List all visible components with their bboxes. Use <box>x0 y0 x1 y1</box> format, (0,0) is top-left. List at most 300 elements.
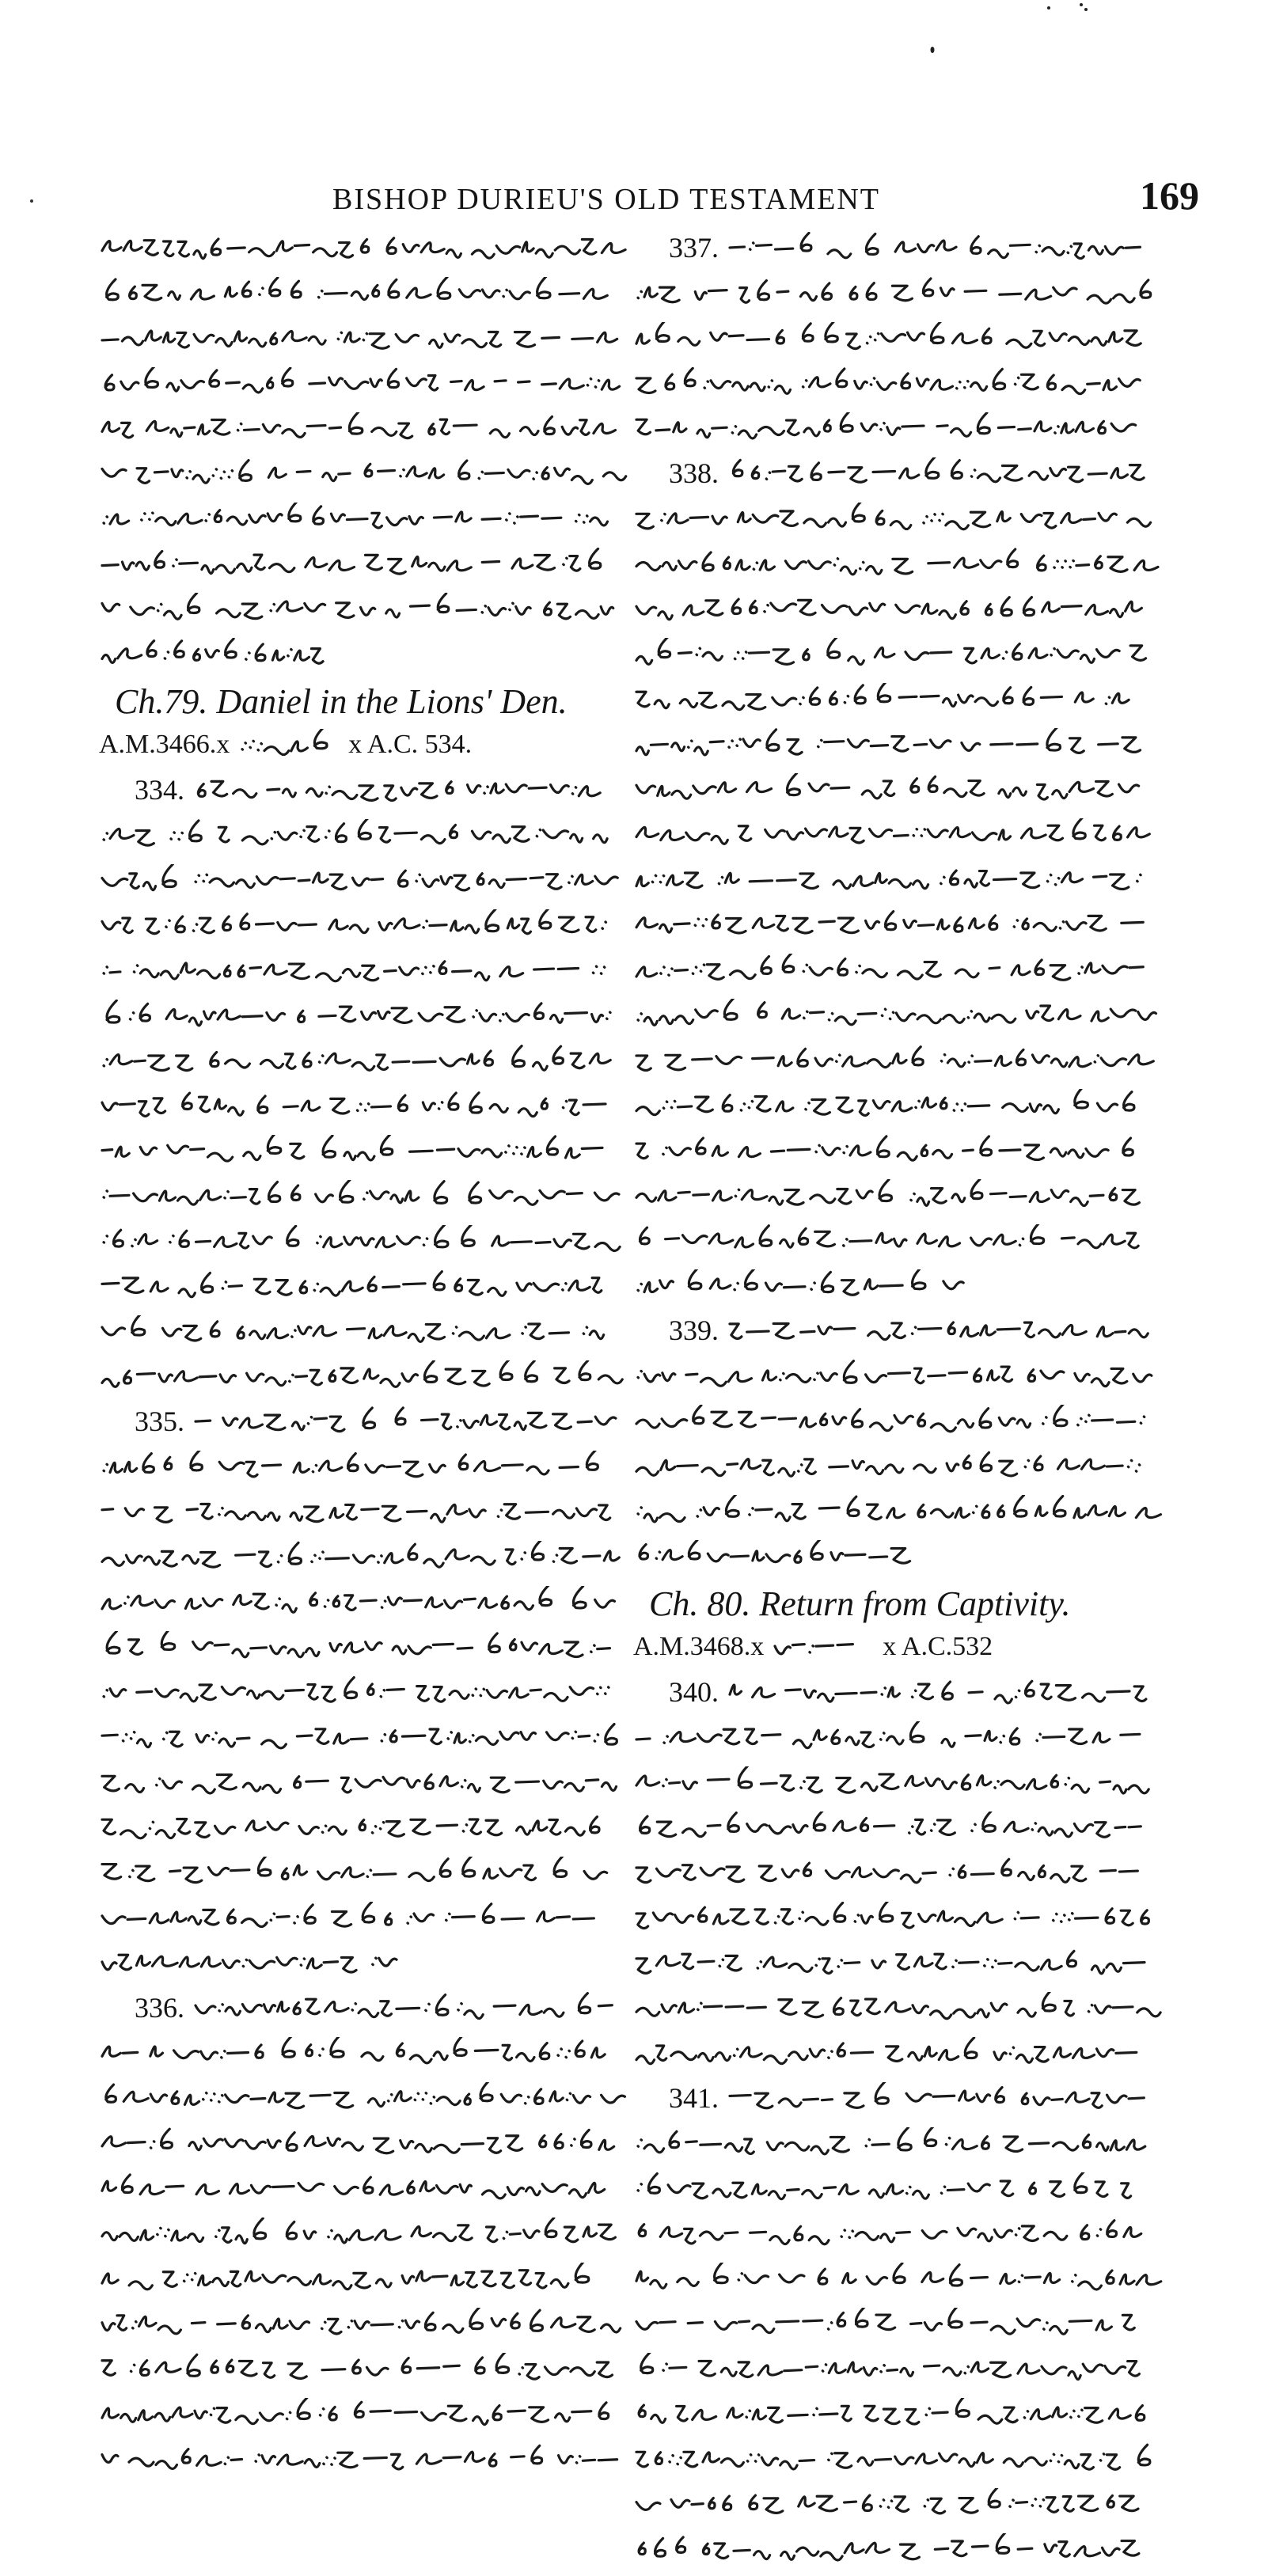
shorthand-text <box>633 1405 1164 1436</box>
shorthand-line <box>633 2531 1164 2567</box>
shorthand-text <box>633 2127 1164 2159</box>
shorthand-stroke <box>638 2127 1145 2154</box>
shorthand-line <box>99 2125 629 2161</box>
shorthand-stroke <box>102 2398 609 2425</box>
shorthand-text <box>99 1676 629 1708</box>
shorthand-stroke <box>636 2308 1134 2334</box>
shorthand-line <box>633 816 1164 852</box>
shorthand-line <box>633 1087 1164 1123</box>
shorthand-stroke <box>636 1452 1140 1476</box>
shorthand-line <box>633 2260 1164 2297</box>
shorthand-stroke <box>102 1315 604 1341</box>
shorthand-line <box>633 635 1164 672</box>
shorthand-stroke <box>104 1180 619 1205</box>
shorthand-stroke <box>636 773 1139 799</box>
shorthand-stroke <box>102 2037 605 2063</box>
verse-line <box>633 455 1164 491</box>
shorthand-text <box>99 2082 629 2114</box>
shorthand-text <box>727 1315 1164 1346</box>
running-header-title: BISHOP DURIEU'S OLD TESTAMENT <box>332 183 880 216</box>
verse-number: 339. <box>669 1315 719 1346</box>
shorthand-stroke <box>636 954 1143 980</box>
chapter-heading: Ch. 80. Return from Captivity. <box>649 1584 1071 1623</box>
shorthand-stroke <box>636 638 1146 665</box>
shorthand-line <box>99 455 629 491</box>
shorthand-text <box>99 864 629 896</box>
shorthand-text <box>99 1902 629 1933</box>
ink-speck-mark <box>926 44 942 59</box>
shorthand-stroke <box>639 2533 1139 2560</box>
shorthand-text <box>633 2533 1164 2565</box>
shorthand-line <box>99 1809 629 1846</box>
shorthand-text <box>99 1586 629 1618</box>
shorthand-stroke <box>102 2445 617 2469</box>
shorthand-text <box>633 1179 1164 1211</box>
shorthand-stroke <box>636 2488 1138 2513</box>
shorthand-line <box>99 817 629 853</box>
shorthand-line <box>633 1357 1164 1394</box>
shorthand-line <box>99 1223 629 1259</box>
shorthand-stroke <box>102 1586 615 1612</box>
shorthand-line <box>633 2486 1164 2522</box>
shorthand-line <box>99 635 336 672</box>
shorthand-stroke <box>102 461 626 484</box>
shorthand-stroke <box>107 1631 609 1657</box>
shorthand-line <box>633 771 1164 807</box>
shorthand-stroke <box>104 1046 610 1071</box>
shorthand-stroke <box>636 503 1151 529</box>
shorthand-line <box>99 500 629 537</box>
shorthand-line <box>99 2305 629 2342</box>
page-number: 169 <box>1140 173 1199 218</box>
shorthand-line <box>99 1132 629 1169</box>
shorthand-line <box>633 1899 1164 1936</box>
shorthand-stroke <box>636 2038 1137 2064</box>
shorthand-text <box>633 2353 1164 2384</box>
chapter-heading: Ch.79. Daniel in the Lions' Den. <box>115 681 568 721</box>
shorthand-stroke <box>102 2263 589 2290</box>
shorthand-line <box>633 1267 974 1303</box>
shorthand-line <box>99 1899 629 1936</box>
shorthand-stroke <box>196 1408 616 1432</box>
shorthand-line <box>633 1990 1164 2026</box>
shorthand-text <box>633 1269 974 1301</box>
shorthand-text <box>192 1406 629 1437</box>
shorthand-line <box>633 1041 1164 1078</box>
shorthand-stroke <box>102 2175 605 2199</box>
verse-line <box>99 1990 629 2026</box>
shorthand-text <box>99 1180 629 1212</box>
shorthand-stroke <box>636 683 1129 710</box>
shorthand-stroke <box>636 1902 1148 1929</box>
shorthand-text <box>633 322 1164 354</box>
shorthand-line <box>633 2305 1164 2342</box>
shorthand-stroke <box>102 864 617 890</box>
shorthand-line <box>633 996 1164 1033</box>
shorthand-stroke <box>102 412 616 438</box>
shorthand-stroke <box>102 1902 594 1926</box>
verse-line <box>633 2080 1164 2116</box>
shorthand-text <box>633 2172 1164 2204</box>
shorthand-line <box>99 275 629 311</box>
shorthand-stroke <box>106 2082 625 2108</box>
shorthand-line <box>633 1493 1164 1529</box>
shorthand-line <box>633 500 1164 537</box>
shorthand-text <box>99 1451 629 1482</box>
shorthand-text <box>633 1902 1164 1933</box>
shorthand-line <box>99 1584 629 1620</box>
shorthand-line <box>99 1674 629 1710</box>
shorthand-stroke <box>102 1360 622 1387</box>
shorthand-text <box>192 774 629 806</box>
shorthand-text <box>99 1090 629 1121</box>
shorthand-text <box>99 1225 629 1257</box>
shorthand-line <box>99 545 629 582</box>
shorthand-line <box>99 230 629 266</box>
shorthand-line <box>99 2350 629 2387</box>
shorthand-text <box>99 2127 629 2159</box>
shorthand-line <box>99 952 629 988</box>
shorthand-text <box>99 1947 416 1978</box>
shorthand-line <box>99 1268 629 1304</box>
shorthand-text <box>633 863 1164 895</box>
shorthand-text <box>727 2082 1164 2114</box>
shorthand-stroke <box>636 912 1143 933</box>
shorthand-stroke <box>102 1272 602 1297</box>
shorthand-text <box>99 638 336 670</box>
shorthand-text <box>237 729 340 761</box>
shorthand-text <box>99 1270 629 1302</box>
shorthand-stroke <box>102 2129 614 2153</box>
shorthand-stroke <box>638 999 1156 1025</box>
shorthand-stroke <box>102 2353 612 2379</box>
shorthand-stroke <box>104 1225 620 1250</box>
shorthand-text <box>633 593 1164 624</box>
shorthand-line <box>99 2396 629 2432</box>
shorthand-text <box>633 1766 1164 1798</box>
date-ante-christum: x A.C.532 <box>883 1632 993 1661</box>
shorthand-text <box>99 548 629 579</box>
shorthand-stroke <box>636 2263 1161 2290</box>
shorthand-text <box>99 1541 629 1573</box>
shorthand-text <box>99 593 629 624</box>
shorthand-line <box>633 1854 1164 1891</box>
shorthand-stroke <box>102 1541 619 1567</box>
shorthand-line <box>99 1313 629 1349</box>
date-anno-mundi: A.M.3468.x <box>633 1632 765 1661</box>
shorthand-stroke <box>104 1451 598 1477</box>
shorthand-text <box>772 1631 875 1663</box>
shorthand-stroke <box>636 1951 1145 1974</box>
shorthand-stroke <box>636 2445 1150 2469</box>
shorthand-stroke <box>102 1504 610 1523</box>
shorthand-line <box>633 1222 1164 1258</box>
shorthand-text <box>99 2037 629 2069</box>
shorthand-text <box>99 1631 629 1663</box>
shorthand-line <box>99 2260 629 2297</box>
verse-line <box>99 772 629 808</box>
chapter-date-line <box>99 727 629 763</box>
shorthand-stroke <box>104 962 605 981</box>
shorthand-stroke <box>104 1678 609 1702</box>
shorthand-text <box>99 1000 629 1031</box>
shorthand-line <box>633 1132 1164 1168</box>
shorthand-line <box>99 2441 629 2477</box>
shorthand-text <box>633 1540 918 1572</box>
shorthand-line <box>99 1448 629 1485</box>
shorthand-text <box>99 412 629 444</box>
shorthand-text <box>99 909 629 941</box>
verse-number: 337. <box>669 232 719 264</box>
shorthand-text <box>99 1135 629 1167</box>
shorthand-text <box>633 1450 1164 1481</box>
verse-number: 334. <box>135 774 184 806</box>
shorthand-stroke <box>102 1955 397 1972</box>
shorthand-text <box>99 367 629 399</box>
shorthand-text <box>633 1495 1164 1527</box>
chapter-date-line <box>633 1629 1164 1665</box>
shorthand-line <box>99 862 629 898</box>
shorthand-line <box>99 410 629 446</box>
shorthand-text <box>99 819 629 851</box>
shorthand-text <box>727 457 1164 489</box>
shorthand-text <box>633 1947 1164 1978</box>
shorthand-stroke <box>636 1721 1140 1748</box>
shorthand-text <box>633 503 1164 534</box>
shorthand-line <box>99 1042 629 1079</box>
shorthand-line <box>633 1719 1164 1755</box>
shorthand-stroke <box>636 1179 1139 1205</box>
shorthand-text <box>99 1315 629 1347</box>
shorthand-stroke <box>636 818 1149 844</box>
shorthand-text <box>633 1224 1164 1256</box>
shorthand-text <box>633 1857 1164 1888</box>
shorthand-stroke <box>636 368 1140 393</box>
shorthand-text <box>633 277 1164 309</box>
shorthand-line <box>633 590 1164 627</box>
shorthand-line <box>99 1944 416 1981</box>
shorthand-text <box>633 2488 1164 2520</box>
shorthand-stroke <box>636 871 1141 889</box>
shorthand-text <box>99 2353 629 2384</box>
shorthand-text <box>633 638 1164 670</box>
shorthand-line <box>633 2125 1164 2161</box>
verse-number: 335. <box>135 1406 184 1437</box>
shorthand-line <box>633 2350 1164 2387</box>
verse-line <box>633 1674 1164 1710</box>
shorthand-text <box>633 773 1164 805</box>
ink-speck-mark <box>1045 0 1092 32</box>
shorthand-text <box>633 909 1164 940</box>
shorthand-line <box>99 590 629 627</box>
shorthand-line <box>633 681 1164 717</box>
shorthand-line <box>633 1944 1164 1981</box>
shorthand-stroke <box>102 331 617 348</box>
shorthand-line <box>99 1178 629 1214</box>
shorthand-stroke <box>105 367 619 393</box>
shorthand-text <box>727 1676 1164 1708</box>
shorthand-text <box>633 2263 1164 2294</box>
shorthand-stroke <box>775 1645 852 1654</box>
shorthand-line <box>633 951 1164 988</box>
shorthand-line <box>633 2170 1164 2206</box>
shorthand-text <box>99 1496 629 1527</box>
shorthand-text <box>633 367 1164 399</box>
shorthand-line <box>99 2080 629 2116</box>
shorthand-line <box>99 907 629 943</box>
shorthand-line <box>99 2170 629 2206</box>
shorthand-stroke <box>636 598 1141 620</box>
shorthand-stroke <box>196 1994 612 2019</box>
shorthand-text <box>633 999 1164 1030</box>
shorthand-stroke <box>639 2398 1145 2424</box>
shorthand-text <box>633 412 1164 444</box>
shorthand-stroke <box>638 279 1151 303</box>
left-column <box>99 230 629 2486</box>
shorthand-line <box>633 1809 1164 1846</box>
shorthand-stroke <box>107 1000 610 1026</box>
shorthand-text <box>633 2443 1164 2475</box>
shorthand-stroke <box>640 1812 1141 1837</box>
shorthand-text <box>99 2308 629 2339</box>
shorthand-stroke <box>638 2172 1131 2199</box>
shorthand-line <box>633 1177 1164 1213</box>
shorthand-text <box>99 1721 629 1753</box>
shorthand-line <box>99 2035 629 2071</box>
shorthand-text <box>633 954 1164 985</box>
verse-number: 336. <box>135 1992 184 2024</box>
shorthand-stroke <box>636 1405 1145 1432</box>
shorthand-text <box>99 1812 629 1843</box>
shorthand-text <box>633 683 1164 715</box>
shorthand-line <box>99 1854 629 1891</box>
shorthand-text <box>99 2443 629 2475</box>
shorthand-line <box>633 861 1164 897</box>
shorthand-stroke <box>641 2353 1140 2380</box>
shorthand-stroke <box>102 639 323 663</box>
shorthand-stroke <box>636 728 1141 755</box>
shorthand-stroke <box>730 2082 1144 2108</box>
shorthand-line <box>633 1402 1164 1439</box>
shorthand-stroke <box>107 277 608 300</box>
shorthand-line <box>99 1764 629 1800</box>
shorthand-stroke <box>638 1269 963 1295</box>
shorthand-line <box>99 1087 629 1124</box>
shorthand-stroke <box>639 2221 1141 2244</box>
shorthand-line <box>99 1493 629 1530</box>
verse-number: 341. <box>669 2082 719 2114</box>
shorthand-stroke <box>638 1361 1152 1387</box>
shorthand-stroke <box>636 1089 1134 1115</box>
shorthand-stroke <box>102 1724 617 1748</box>
shorthand-text <box>633 548 1164 579</box>
shorthand-stroke <box>198 781 600 800</box>
shorthand-line <box>633 275 1164 311</box>
shorthand-stroke <box>102 1817 599 1838</box>
shorthand-stroke <box>638 1495 1160 1522</box>
shorthand-text <box>99 457 629 489</box>
shorthand-text <box>99 1766 629 1798</box>
shorthand-line <box>633 2396 1164 2432</box>
shorthand-stroke <box>102 2218 615 2244</box>
shorthand-stroke <box>102 1135 602 1161</box>
shorthand-stroke <box>636 1047 1153 1071</box>
shorthand-stroke <box>104 819 607 845</box>
shorthand-text <box>633 1044 1164 1076</box>
shorthand-line <box>99 1538 629 1575</box>
shorthand-text <box>99 954 629 986</box>
shorthand-line <box>99 365 629 401</box>
shorthand-stroke <box>733 457 1144 482</box>
shorthand-line <box>633 320 1164 356</box>
shorthand-text <box>633 1721 1164 1753</box>
shorthand-line <box>99 320 629 356</box>
shorthand-stroke <box>730 1322 1148 1340</box>
shorthand-line <box>633 1764 1164 1800</box>
verse-number: 340. <box>669 1676 719 1708</box>
shorthand-line <box>633 1447 1164 1484</box>
shorthand-stroke <box>636 412 1136 438</box>
shorthand-text <box>633 818 1164 850</box>
shorthand-text <box>99 232 629 264</box>
shorthand-stroke <box>102 1857 607 1883</box>
shorthand-text <box>99 2398 629 2430</box>
shorthand-line <box>633 1538 918 1574</box>
shorthand-text <box>633 2398 1164 2430</box>
ink-speck-mark <box>28 198 36 206</box>
shorthand-stroke <box>102 238 625 259</box>
shorthand-stroke <box>636 1859 1137 1883</box>
shorthand-line <box>633 2215 1164 2252</box>
shorthand-text <box>99 1045 629 1076</box>
shorthand-text <box>633 1089 1164 1121</box>
shorthand-stroke <box>102 548 601 574</box>
shorthand-stroke <box>636 322 1141 349</box>
shorthand-text <box>633 728 1164 760</box>
right-column <box>633 230 1164 2576</box>
shorthand-stroke <box>102 593 613 619</box>
shorthand-stroke <box>242 729 327 755</box>
shorthand-line <box>633 906 1164 943</box>
shorthand-stroke <box>104 503 608 528</box>
shorthand-line <box>633 726 1164 762</box>
shorthand-text <box>99 503 629 534</box>
shorthand-text <box>727 232 1164 264</box>
shorthand-text <box>633 2037 1164 2069</box>
shorthand-text <box>633 2308 1164 2339</box>
shorthand-text <box>99 2217 629 2249</box>
shorthand-stroke <box>636 549 1158 575</box>
verse-line <box>633 230 1164 266</box>
shorthand-line <box>99 1629 629 1665</box>
shorthand-stroke <box>102 2308 621 2334</box>
shorthand-stroke <box>730 1681 1146 1703</box>
shorthand-stroke <box>640 1224 1139 1248</box>
shorthand-line <box>99 1719 629 1755</box>
shorthand-line <box>633 545 1164 582</box>
shorthand-text <box>99 322 629 354</box>
date-ante-christum: x A.C. 534. <box>348 730 473 759</box>
verse-line <box>99 1403 629 1440</box>
date-anno-mundi: A.M.3466.x <box>99 730 230 759</box>
shorthand-line <box>99 2215 629 2252</box>
shorthand-text <box>192 1992 629 2024</box>
shorthand-stroke <box>102 909 606 934</box>
shorthand-stroke <box>636 1136 1133 1160</box>
shorthand-text <box>633 1360 1164 1391</box>
shorthand-line <box>633 2441 1164 2477</box>
shorthand-text <box>633 2217 1164 2249</box>
